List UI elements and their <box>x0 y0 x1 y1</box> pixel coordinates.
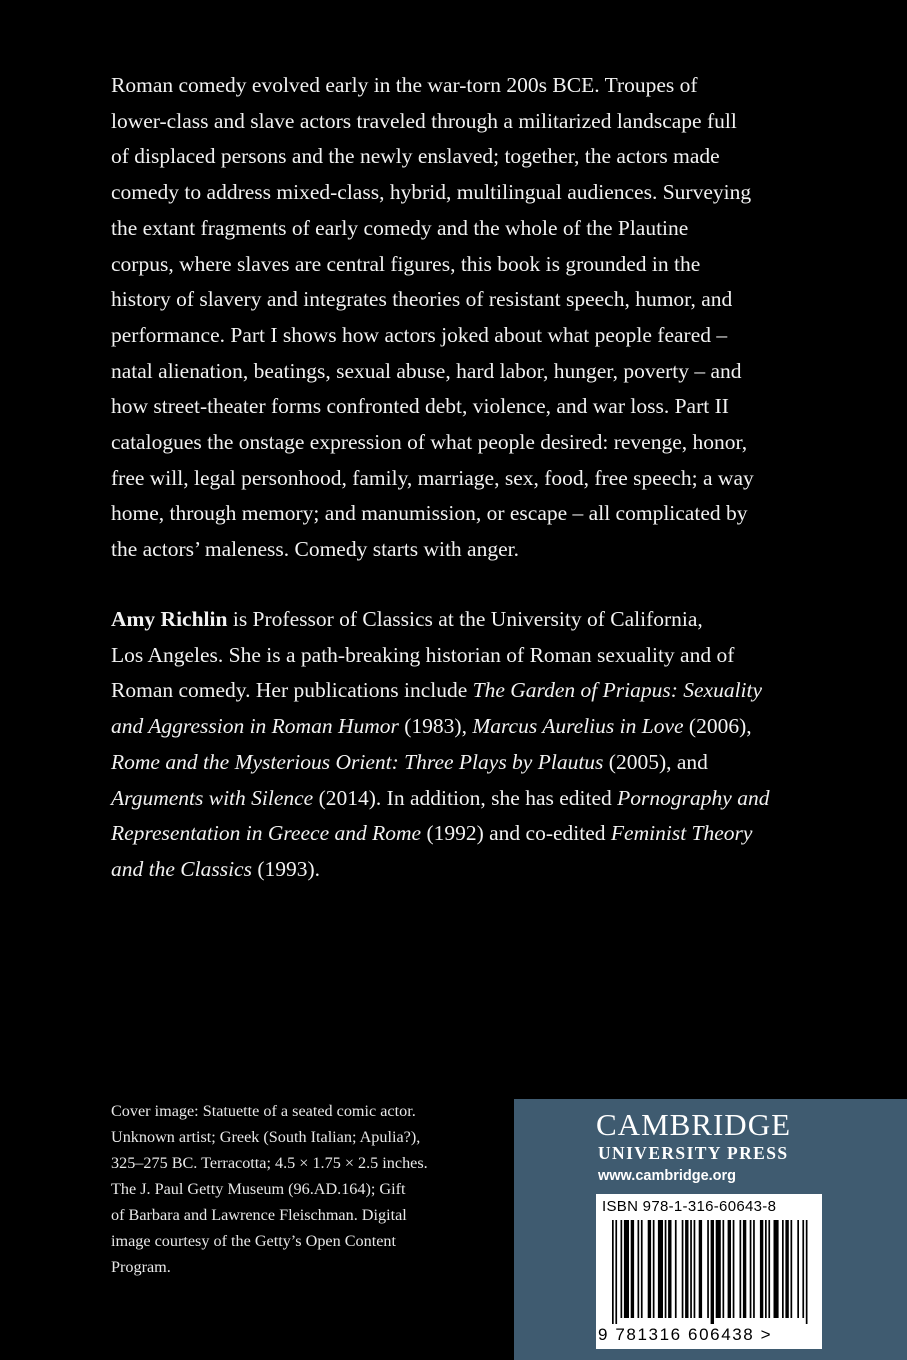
description-line: history of slavery and integrates theories of resistant speech, humor, and <box>111 287 733 312</box>
book-title: Pornography and <box>617 785 770 810</box>
book-description <box>111 68 811 568</box>
bio-text: (1993). <box>251 856 321 881</box>
description-line: home, through memory; and manumission, or escape – all complicated by <box>111 501 748 526</box>
bio-line <box>111 781 811 817</box>
description-line: Roman comedy evolved early in the war-torn 200s BCE. Troupes of <box>111 73 698 97</box>
publisher-panel <box>514 1099 907 1360</box>
description-line: free will, legal personhood, family, marriage, sex, food, free speech; a way <box>111 465 754 490</box>
bio-text: is Professor of Classics at the University of California, <box>227 607 703 631</box>
bio-line <box>111 709 811 745</box>
barcode-digits: 9 781316 606438 > <box>598 1325 773 1344</box>
description-line: the actors’ maleness. Comedy starts with anger. <box>111 537 519 562</box>
bio-line <box>111 673 811 709</box>
bio-text: (1992) and co-edited <box>421 821 611 846</box>
description-line: natal alienation, beatings, sexual abuse, hard labor, hunger, poverty – and <box>111 358 742 383</box>
credit-line: Program. <box>111 1258 171 1276</box>
barcode-icon <box>602 1220 816 1324</box>
isbn-label: ISBN 978-1-316-60643-8 <box>602 1198 777 1215</box>
description-line: lower-class and slave actors traveled through a militarized landscape full <box>111 108 737 133</box>
description-line: comedy to address mixed-class, hybrid, multilingual audiences. Surveying <box>111 180 752 205</box>
description-line: corpus, where slaves are central figures, this book is grounded in the <box>111 251 701 276</box>
credit-line: 325–275 BC. Terracotta; 4.5 × 1.75 × 2.5 inches. <box>111 1154 428 1172</box>
author-bio <box>111 602 811 888</box>
book-title: Representation in Greece and Rome <box>111 821 422 846</box>
bio-text: (2006), <box>683 714 752 739</box>
book-title: The Garden of Priapus: Sexuality <box>472 678 763 703</box>
credit-line: image courtesy of the Getty’s Open Content <box>111 1232 397 1250</box>
bio-line <box>111 852 811 888</box>
book-title: Arguments with Silence <box>111 785 314 810</box>
description-line: how street-theater forms confronted debt, violence, and war loss. Part II <box>111 394 729 419</box>
book-title: Rome and the Mysterious Orient: Three Plays by Plautus <box>111 749 604 774</box>
description-line: catalogues the onstage expression of what people desired: revenge, honor, <box>111 430 748 455</box>
bio-line: Los Angeles. She is a path-breaking historian of Roman sexuality and of <box>111 642 735 667</box>
description-line: performance. Part I shows how actors joked about what people feared – <box>111 322 728 347</box>
bio-text: (1983), <box>398 714 473 739</box>
bio-text: (2005), and <box>603 749 708 774</box>
book-title: and Aggression in Roman Humor <box>111 714 399 739</box>
bio-line <box>111 745 811 781</box>
credit-line: The J. Paul Getty Museum (96.AD.164); Gift <box>111 1180 406 1198</box>
bio-line <box>111 816 811 852</box>
credit-line: of Barbara and Lawrence Fleischman. Digital <box>111 1206 407 1224</box>
publisher-name: CAMBRIDGE <box>596 1107 792 1142</box>
description-line: the extant fragments of early comedy and the whole of the Plautine <box>111 215 689 240</box>
author-name: Amy Richlin <box>111 607 228 631</box>
book-title: Marcus Aurelius in Love <box>472 714 684 739</box>
isbn-barcode <box>596 1194 822 1349</box>
book-title: and the Classics <box>111 856 252 881</box>
credit-line: Unknown artist; Greek (South Italian; Apulia?), <box>111 1128 421 1146</box>
cover-image-credit <box>111 1098 491 1280</box>
publisher-press: UNIVERSITY PRESS <box>598 1143 789 1163</box>
credit-line: Cover image: Statuette of a seated comic actor. <box>111 1102 416 1120</box>
bio-line <box>111 602 811 638</box>
bio-text: (2014). In addition, she has edited <box>313 785 618 810</box>
publisher-url: www.cambridge.org <box>598 1168 737 1184</box>
bio-text: Roman comedy. Her publications include <box>111 678 473 703</box>
book-title: Feminist Theory <box>610 821 753 846</box>
description-line: of displaced persons and the newly enslaved; together, the actors made <box>111 144 720 169</box>
